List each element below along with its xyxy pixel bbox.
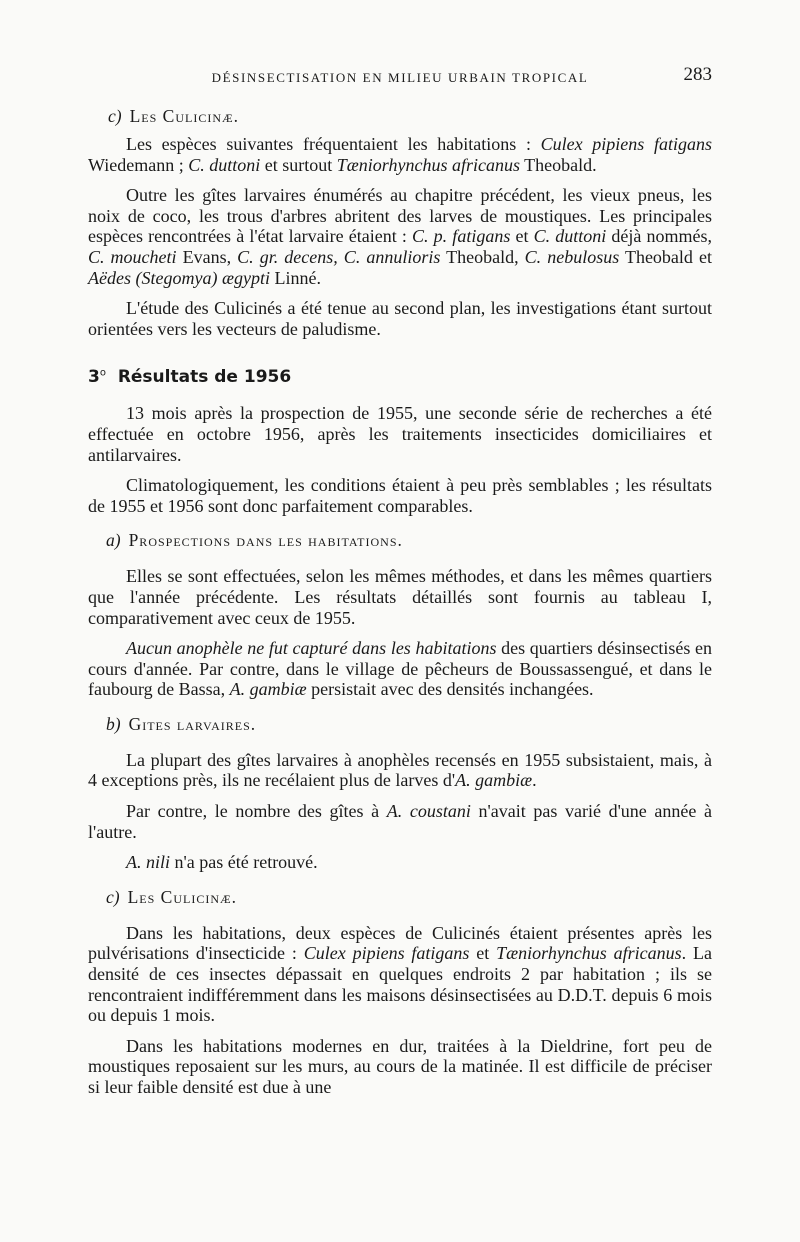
- paragraph: Dans les habitations modernes en dur, traitées à la Dieldrine, fort peu de moustiques reposaient sur les murs, au cours de la matinée. Il est difficile de préciser si leur faible densité est due à une: [88, 1035, 712, 1097]
- running-header: [88, 62, 712, 96]
- subheading-title: Les Culicinæ.: [129, 106, 240, 126]
- page-number: 283: [683, 64, 712, 85]
- subheading-label: c): [108, 106, 122, 126]
- paragraph: Elles se sont effectuées, selon les mêmes méthodes, et dans les mêmes quartiers que l'année précédente. Les résultats détaillés sont fournis au tableau I, comparativement avec ceux de 1955.: [88, 566, 712, 628]
- paragraph: Aucun anophèle ne fut capturé dans les habitations des quartiers désinsectisés en cours d'année. Par contre, dans le village de pêcheurs de Boussassengué, et dans le faubourg de Bassa, A. gambiæ persistait avec des densités inchangées.: [88, 638, 713, 700]
- section-heading: 3$^o$ Résultats de 1956: [88, 367, 292, 388]
- subheading-culicinae-1955: [108, 104, 712, 128]
- paragraph: Climatologiquement, les conditions étaient à peu près semblables ; les résultats de 1955 et 1956 sont donc parfaitement comparables.: [88, 475, 712, 516]
- paragraph: Les espèces suivantes fréquentaient les habitations : Culex pipiens fatigans Wiedemann ; C. duttoni et surtout Tæniorhynchus africanus Theobald.: [88, 134, 712, 175]
- paragraph: La plupart des gîtes larvaires à anophèles recensés en 1955 subsistaient, mais, à 4 exceptions près, ils ne recélaient plus de larves d'A. gambiæ.: [88, 749, 712, 791]
- paragraph: Dans les habitations, deux espèces de Culicinés étaient présentes après les pulvérisations d'insecticide : Culex pipiens fatigans et Tæniorhynchus africanus. La densité de ces insectes dépassait en quelques endroits 2 par habitation ; ils se rencontraient indifféremment dans les maisons désinsectisées au D.D.T. depuis 6 mois ou depuis 1 mois.: [88, 922, 712, 1026]
- paragraph: 13 mois après la prospection de 1955, une seconde série de recherches a été effectuée en octobre 1956, après les traitements insecticides domiciliaires et antilarvaires.: [88, 403, 712, 465]
- paragraph: Outre les gîtes larvaires énumérés au chapitre précédent, les vieux pneus, les noix de coco, les trous d'arbres abritent des larves de moustiques. Les principales espèces rencontrées à l'état larvaire étaient : C. p. fatigans et C. duttoni déjà nommés, C. moucheti Evans, C. gr. decens, C. annulioris Theobald, C. nebulosus Theobald et Aëdes (Stegomya) ægypti Linné.: [88, 185, 713, 288]
- running-title: DÉSINSECTISATION EN MILIEU URBAIN TROPICAL: [211, 70, 589, 85]
- subheading-prospections: a) Prospections dans les habitations.: [106, 530, 403, 551]
- paragraph: Par contre, le nombre des gîtes à A. coustani n'avait pas varié d'une année à l'autre.: [88, 801, 712, 842]
- subheading-gites-larvaires: b) Gites larvaires.: [106, 713, 257, 734]
- subheading-culicinae-1956: c) Les Culicinæ.: [106, 886, 238, 907]
- paragraph: A. nili n'a pas été retrouvé.: [126, 852, 318, 873]
- paragraph: L'étude des Culicinés a été tenue au second plan, les investigations étant surtout orientées vers les vecteurs de paludisme.: [88, 298, 712, 339]
